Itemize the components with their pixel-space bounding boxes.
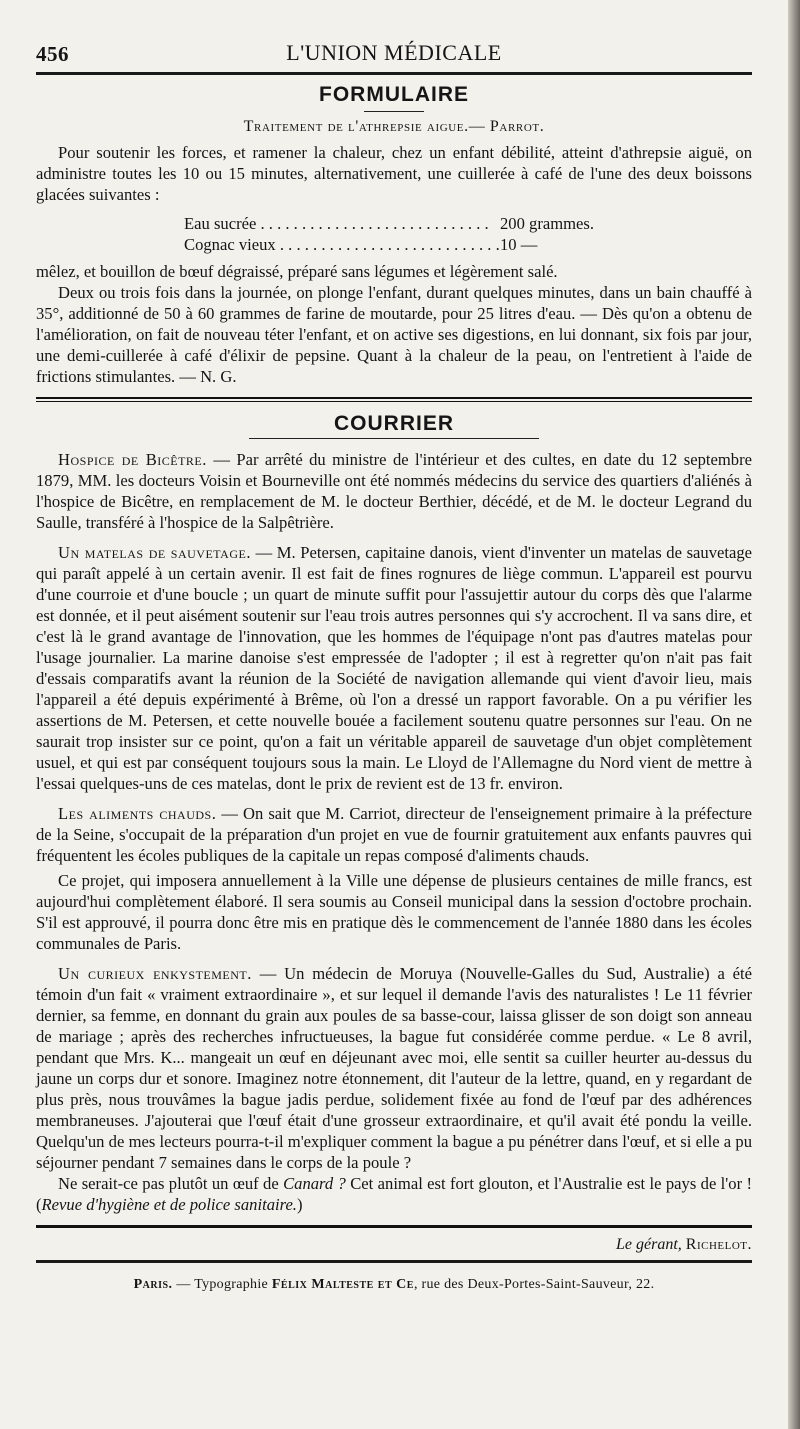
section-title-formulaire: FORMULAIRE (319, 83, 469, 106)
news-item (36, 542, 752, 794)
news-item (36, 803, 752, 866)
formulaire-section (36, 83, 752, 387)
news-item (36, 870, 752, 954)
news-item-lead: Hospice de Bicêtre. (58, 450, 207, 469)
page-number: 456 (36, 42, 69, 66)
recipe-row (184, 234, 752, 255)
news-item (36, 449, 752, 533)
footer-printer: Félix Malteste et Ce (271, 1277, 414, 1292)
news-item-lead: Les aliments chauds. (58, 804, 217, 823)
recipe-list (184, 213, 752, 255)
news-item-text: — Un médecin de Moruya (Nouvelle-Galles du Sud, Australie) a été témoin d'un fait « vraiment extraordinaire », et sur lequel il demande l'avis des naturalistes ! Le 11 février dernier, sa femme, en donnant du grain aux poules de sa basse-cour, laissa glisser de son doigt son anneau de mariage ; après des recherches infructueuses, la bague fut considérée comme perdue. « Le 8 avril, pendant que Mrs. K... mangeait un œuf en déjeunant avec moi, elle sentit sa cuiller heurter au-dessus du jaune un corps dur et sonore. Imaginez notre étonnement, dit l'auteur de la lettre, quand, en y regardant de plus près, nous trouvâmes la bague jadis perdue, solidement fixée au fond de l'œuf par des adhérences membraneuses. J'ajouterai que l'œuf était d'une grosseur extraordinaire, et qu'il avait été pondu la veille. Quelqu'un de mes lecteurs pourra-t-il m'expliquer comment la bague a pu pénétrer dans l'œuf, et si elle a pu séjourner pendant 7 semaines dans le corps de la poule ? (36, 964, 752, 1172)
closing-paragraph: Ne serait-ce pas plutôt un œuf de Canard ? Cet animal est fort glouton, et l'Australie est le pays de l'or ! (Revue d'hygiène et de police sanitaire.) (36, 1174, 753, 1214)
footer-city: Paris. (133, 1277, 173, 1292)
recipe-row (184, 213, 752, 234)
recipe-quantity: 200 grammes. (500, 214, 595, 233)
news-item (36, 963, 752, 1173)
footer-rule (36, 1260, 752, 1263)
courrier-section (36, 412, 752, 1215)
footer-text: — Typographie (172, 1277, 272, 1292)
book-spine-shadow (788, 0, 800, 1429)
signature-name: Richelot. (685, 1236, 752, 1253)
footer-address: , rue des Deux-Portes-Saint-Sauveur, 22. (413, 1277, 655, 1292)
recipe-ingredient: Cognac vieux . . . (184, 234, 500, 255)
news-item-text: — On sait que M. Carriot, directeur de l'enseignement primaire à la préfecture de la Seine, s'occupait de la préparation d'un projet en vue de fournir gratuitement aux enfants pauvres qui fréquentent les écoles publiques de la capitale un repas composé d'aliments chauds. (36, 804, 753, 865)
signature-role: Le gérant, (616, 1236, 682, 1253)
news-item-text: — M. Petersen, capitaine danois, vient d'inventer un matelas de sauvetage qui paraît appelé à un certain avenir. Il est fait de fines rognures de liège commun. L'appareil est pourvu d'une courroie et d'une boucle ; un quart de minute suffit pour l'assujettir autour du corps dès que l'alarme est donnée, et il peut aisément soutenir sur l'eau trois autres personnes qui s'y accrochent. Il va sans dire, et c'est là le grand avantage de l'innovation, que les hommes de l'équipage n'ont pas d'autres matelas pour l'usage journalier. La marine danoise s'est empressée de l'adopter ; il est à regretter qu'on n'ait pas fait d'essais comparatifs avant la réunion de la Société de navigation allemande qui vient d'avoir lieu, mais l'appareil a été depuis expérimenté à Brême, où l'on a dressé un rapport favorable. On a pu vérifier les assertions de M. Petersen, et cette nouvelle bouée a facilement soutenu quatre personnes sur l'eau. On ne saurait trop insister sur ce point, qu'on a fait un véritable appareil de sauvetage d'un objet complètement usuel, et qui est par conséquent toujours sous la main. Le Lloyd de l'Allemagne du Nord vient de mettre à l'essai quelques-uns de ces matelas, dont le prix de revient est de 13 fr. environ. (36, 543, 752, 793)
section-divider (36, 397, 752, 402)
signature (36, 1236, 752, 1254)
printer-footer (36, 1277, 752, 1293)
running-head (36, 36, 752, 66)
formulaire-paragraph-2: mêlez, et bouillon de bœuf dégraissé, préparé sans légumes et légèrement salé. (36, 262, 558, 281)
title-underline (249, 438, 539, 439)
header-rule (36, 72, 752, 75)
recipe-subtitle: Traitement de l'athrepsie aigue.— Parrot. (243, 118, 545, 135)
formulaire-paragraph-1: Pour soutenir les forces, et ramener la chaleur, chez un enfant débilité, atteint d'athrepsie aiguë, on administre toutes les 10 ou 15 minutes, alternativement, une cuillerée à café de l'une des deux boissons glacées suivantes : (36, 143, 752, 204)
closing-italic: Canard ? (283, 1174, 346, 1193)
news-item-lead: Un curieux enkystement. (58, 964, 252, 983)
end-rule (36, 1225, 752, 1228)
recipe-ingredient: Eau sucrée . . . (184, 213, 500, 234)
section-title-courrier: COURRIER (333, 412, 454, 435)
news-item-text: Ce projet, qui imposera annuellement à la Ville une dépense de plusieurs centaines de mille francs, est aujourd'hui complètement élaboré. Il sera soumis au Conseil municipal dans la session d'octobre prochain. S'il est approuvé, il pourra donc être mis en pratique dès le commencement de l'année 1880 dans les écoles communales de Paris. (36, 871, 752, 953)
formulaire-paragraph-3: Deux ou trois fois dans la journée, on plonge l'enfant, durant quelques minutes, dans un bain chauffé à 35°, additionné de 50 à 60 grammes de farine de moutarde, pour 25 litres d'eau. — Dès qu'on a obtenu de l'amélioration, on fait de nouveau téter l'enfant, et on active ses digestions, en lui donnant, six fois par jour, une demi-cuillerée à café d'élixir de pepsine. Quant à la chaleur de la peau, on l'entretient à l'aide de frictions stimulantes. — N. G. (36, 283, 752, 386)
recipe-quantity: 10 — (500, 235, 538, 254)
news-item-text: — Par arrêté du ministre de l'intérieur et des cultes, en date du 12 septembre 1879, MM. les docteurs Voisin et Bourneville ont été nommés médecins du service des quartiers d'aliénés à l'hospice de Bicêtre, en remplacement de M. le docteur Berthier, décédé, et de M. le docteur Legrand du Saulle, transféré à l'hospice de la Salpêtrière. (36, 450, 752, 532)
title-underline (364, 111, 424, 112)
journal-title: L'UNION MÉDICALE (286, 40, 502, 65)
source-citation: Revue d'hygiène et de police sanitaire. (41, 1195, 297, 1214)
news-item-lead: Un matelas de sauvetage. (58, 543, 251, 562)
